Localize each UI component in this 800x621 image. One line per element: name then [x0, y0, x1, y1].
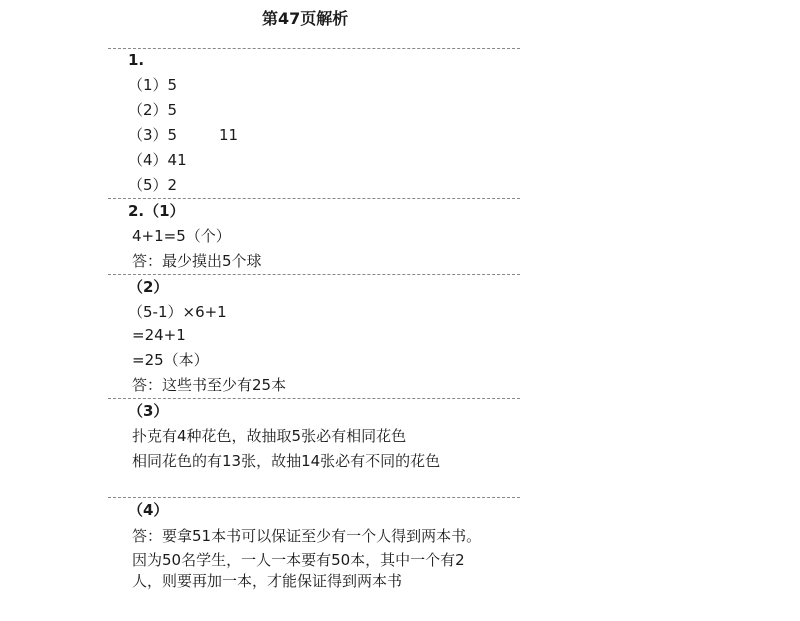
question-2-2-line-3: =25（本） [132, 351, 209, 369]
question-1-answer-2: （2）5 [128, 101, 178, 119]
question-2-3-line-1: 扑克有4种花色，故抽取5张必有相同花色 [132, 427, 407, 445]
question-2-3-line-2: 相同花色的有13张，故抽14张必有不同的花色 [132, 452, 441, 470]
question-2-4-line-2: 因为50名学生，一人一本要有50本，其中一个有2 [132, 551, 465, 569]
question-1-answer-3-extra: 11 [219, 126, 239, 144]
question-2-4-line-1: 答：要拿51本书可以保证至少有一个人得到两本书。 [132, 527, 482, 545]
page-title: 第47页解析 [262, 9, 349, 28]
question-2-1-line-1: 4+1=5（个） [132, 227, 231, 245]
divider [108, 398, 520, 399]
question-2-1-line-2: 答：最少摸出5个球 [132, 252, 262, 270]
question-2-2-heading: （2） [128, 278, 169, 296]
question-1-answer-3: （3）5 [128, 126, 178, 144]
question-2-1-heading: 2.（1） [128, 202, 185, 220]
question-2-4-heading: （4） [128, 501, 169, 519]
question-2-4-line-3: 人，则要再加一本，才能保证得到两本书 [132, 572, 403, 590]
question-2-2-line-4: 答：这些书至少有25本 [132, 376, 287, 394]
question-1-answer-4: （4）41 [128, 151, 187, 169]
question-1-answer-5: （5）2 [128, 176, 178, 194]
divider [108, 48, 520, 49]
question-2-2-line-1: （5-1）×6+1 [128, 303, 227, 321]
question-2-2-line-2: =24+1 [132, 326, 186, 344]
question-1-heading: 1. [128, 51, 145, 69]
question-2-3-heading: （3） [128, 402, 169, 420]
divider [108, 274, 520, 275]
divider [108, 198, 520, 199]
divider [108, 497, 520, 498]
question-1-answer-1: （1）5 [128, 76, 178, 94]
